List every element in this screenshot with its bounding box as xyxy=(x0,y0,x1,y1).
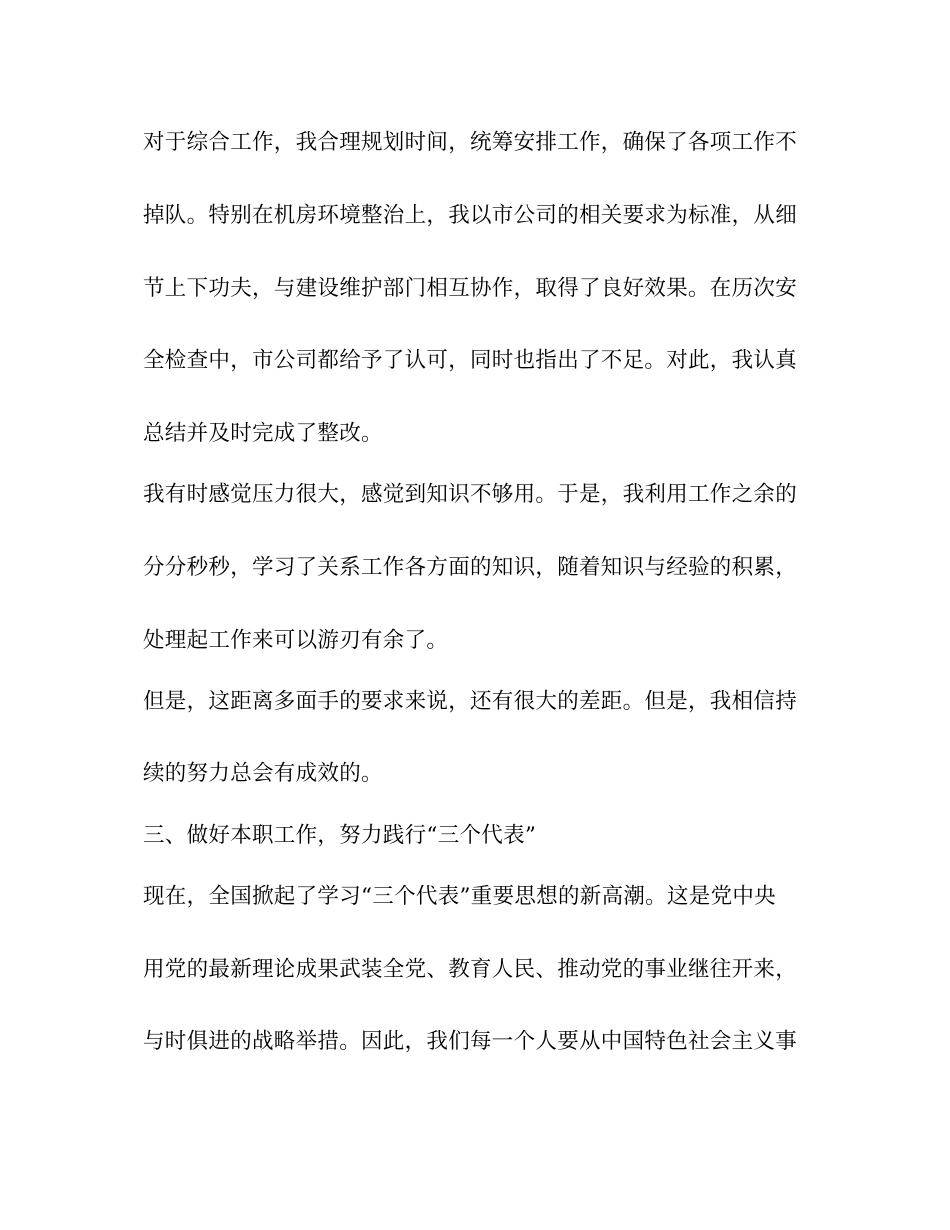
text-line-5: 总结并及时完成了整改。 xyxy=(143,421,383,446)
text-line-7: 分分秒秒，学习了关系工作各方面的知识，随着知识与经验的积累， xyxy=(143,555,798,580)
text-line-2: 掉队。特别在机房环境整治上，我以市公司的相关要求为标准，从细 xyxy=(143,203,798,228)
text-line-3: 节上下功夫，与建设维护部门相互协作，取得了良好效果。在历次安 xyxy=(143,276,798,301)
section-heading: 三、做好本职工作，努力践行“三个代表” xyxy=(143,823,537,848)
text-line-9: 但是，这距离多面手的要求来说，还有很大的差距。但是，我相信持 xyxy=(143,689,798,714)
text-line-8: 处理起工作来可以游刃有余了。 xyxy=(143,628,449,653)
text-line-10: 续的努力总会有成效的。 xyxy=(143,761,383,786)
text-line-12: 现在，全国掀起了学习“三个代表”重要思想的新高潮。这是党中央 xyxy=(143,884,776,909)
text-line-14: 与时俱进的战略举措。因此，我们每一个人要从中国特色社会主义事 xyxy=(143,1029,798,1054)
text-line-13: 用党的最新理论成果武装全党、教育人民、推动党的事业继往开来， xyxy=(143,957,798,982)
text-line-4: 全检查中，市公司都给予了认可，同时也指出了不足。对此，我认真 xyxy=(143,348,798,373)
text-line-1: 对于综合工作，我合理规划时间，统筹安排工作，确保了各项工作不 xyxy=(143,130,798,155)
text-line-6: 我有时感觉压力很大，感觉到知识不够用。于是，我利用工作之余的 xyxy=(143,482,798,507)
